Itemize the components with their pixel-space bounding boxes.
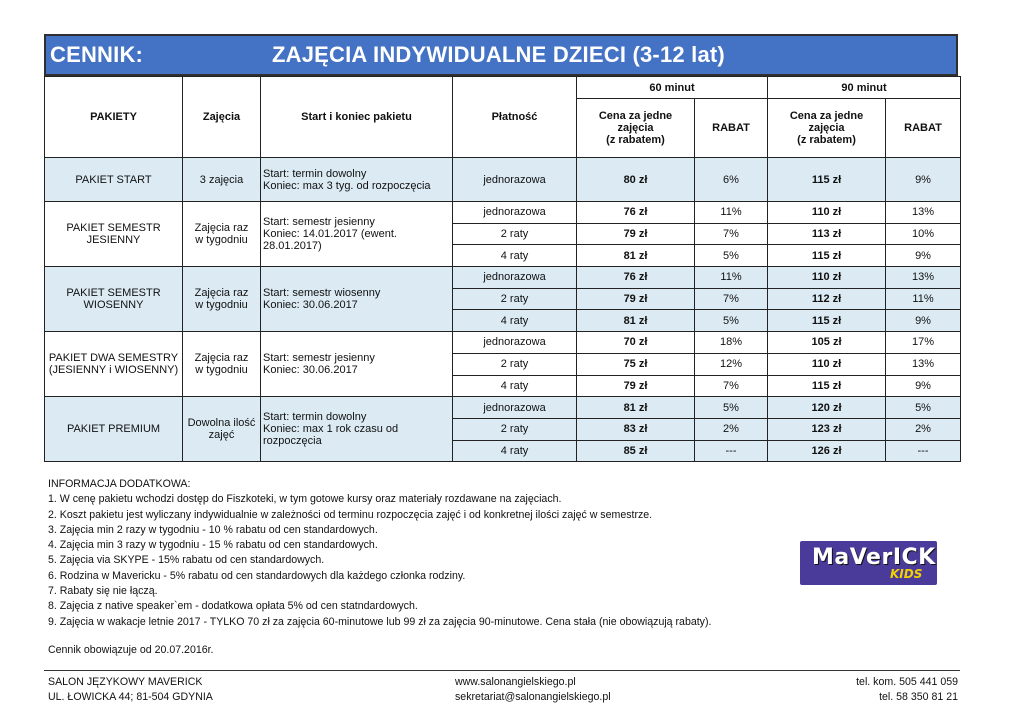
price-60-cell: 76 zł — [577, 202, 695, 224]
page-title: ZAJĘCIA INDYWIDUALNE DZIECI (3-12 lat) — [272, 42, 725, 67]
package-name-cell: PAKIET SEMESTR WIOSENNY — [45, 267, 183, 332]
price-60-cell: 79 zł — [577, 375, 695, 397]
rabat-60-cell: 5% — [695, 310, 768, 332]
price-table — [44, 76, 961, 462]
price-60-cell: 81 zł — [577, 397, 695, 419]
price-table-body — [45, 158, 961, 462]
price-60-cell: 76 zł — [577, 267, 695, 289]
rabat-60-cell: 5% — [695, 397, 768, 419]
table-row — [45, 158, 961, 202]
sessions-cell: Zajęcia raz w tygodniu — [183, 267, 261, 332]
payment-cell: jednorazowa — [453, 397, 577, 419]
price-60-cell: 79 zł — [577, 288, 695, 310]
price-90-cell: 115 zł — [768, 310, 886, 332]
rabat-60-cell: 7% — [695, 223, 768, 245]
rabat-90-cell: 13% — [886, 267, 961, 289]
rabat-90-cell: --- — [886, 440, 961, 462]
rabat-90-cell: 5% — [886, 397, 961, 419]
price-60-cell: 81 zł — [577, 310, 695, 332]
price-90-cell: 115 zł — [768, 158, 886, 202]
payment-cell: 2 raty — [453, 223, 577, 245]
payment-cell: 2 raty — [453, 418, 577, 440]
price-90-cell: 120 zł — [768, 397, 886, 419]
info-item: 3. Zajęcia min 2 razy w tygodniu - 10 % rabatu od cen standardowych. — [48, 523, 378, 536]
price-90-cell: 115 zł — [768, 375, 886, 397]
package-name-cell: PAKIET SEMESTR JESIENNY — [45, 202, 183, 267]
start-end-cell: Start: termin dowolny Koniec: max 1 rok czasu od rozpoczęcia — [261, 397, 453, 462]
rabat-90-cell: 11% — [886, 288, 961, 310]
sessions-cell: Dowolna ilość zajęć — [183, 397, 261, 462]
sessions-cell: 3 zajęcia — [183, 158, 261, 202]
payment-cell: jednorazowa — [453, 332, 577, 354]
price-60-cell: 81 zł — [577, 245, 695, 267]
package-name-cell: PAKIET START — [45, 158, 183, 202]
start-end-cell: Start: semestr wiosenny Koniec: 30.06.2017 — [261, 267, 453, 332]
info-item: 4. Zajęcia min 3 razy w tygodniu - 15 % rabatu od cen standardowych. — [48, 539, 378, 552]
payment-cell: 4 raty — [453, 375, 577, 397]
info-item: 7. Rabaty się nie łączą. — [48, 585, 158, 598]
header-platnosc: Płatność — [453, 77, 577, 158]
price-90-cell: 110 zł — [768, 267, 886, 289]
payment-cell: jednorazowa — [453, 267, 577, 289]
footer-mobile: tel. kom. 505 441 059 — [856, 676, 958, 688]
header-zajecia: Zajęcia — [183, 77, 261, 158]
rabat-60-cell: 6% — [695, 158, 768, 202]
table-row — [45, 202, 961, 224]
price-60-cell: 75 zł — [577, 353, 695, 375]
info-item: 5. Zajęcia via SKYPE - 15% rabatu od cen standardowych. — [48, 554, 325, 567]
info-item: 2. Koszt pakietu jest wyliczany indywidualnie w zależności od terminu rozpoczęcia zajęć i od konkretnej ilości zajęć w semestrze. — [48, 508, 653, 521]
info-item: 6. Rodzina w Mavericku - 5% rabatu od cen standardowych dla każdego członka rodziny. — [48, 569, 466, 582]
payment-cell: 4 raty — [453, 245, 577, 267]
footer-website[interactable]: www.salonangielskiego.pl — [455, 676, 576, 688]
price-90-cell: 115 zł — [768, 245, 886, 267]
footer-phones — [856, 675, 958, 705]
price-90-cell: 126 zł — [768, 440, 886, 462]
header-90-minut: 90 minut — [768, 77, 961, 99]
price-90-cell: 105 zł — [768, 332, 886, 354]
footer-address — [48, 675, 213, 705]
price-90-cell: 110 zł — [768, 353, 886, 375]
footer-phone: tel. 58 350 81 21 — [879, 691, 958, 703]
additional-info — [48, 477, 711, 630]
header-rabat-60: RABAT — [695, 99, 768, 158]
footer-street: UL. ŁOWICKA 44; 81-504 GDYNIA — [48, 691, 213, 703]
rabat-60-cell: 12% — [695, 353, 768, 375]
payment-cell: 2 raty — [453, 288, 577, 310]
payment-cell: jednorazowa — [453, 158, 577, 202]
sessions-cell: Zajęcia raz w tygodniu — [183, 332, 261, 397]
header-cena-60: Cena za jedne zajęcia (z rabatem) — [577, 99, 695, 158]
package-name-cell: PAKIET DWA SEMESTRY (JESIENNY i WIOSENNY) — [45, 332, 183, 397]
price-90-cell: 123 zł — [768, 418, 886, 440]
payment-cell: 4 raty — [453, 440, 577, 462]
footer — [44, 670, 960, 703]
rabat-60-cell: 18% — [695, 332, 768, 354]
footer-company: SALON JĘZYKOWY MAVERICK — [48, 676, 203, 688]
payment-cell: 2 raty — [453, 353, 577, 375]
rabat-90-cell: 13% — [886, 202, 961, 224]
price-60-cell: 79 zł — [577, 223, 695, 245]
start-end-cell: Start: semestr jesienny Koniec: 30.06.2017 — [261, 332, 453, 397]
rabat-90-cell: 17% — [886, 332, 961, 354]
table-row — [45, 397, 961, 419]
rabat-90-cell: 9% — [886, 310, 961, 332]
rabat-90-cell: 9% — [886, 375, 961, 397]
rabat-60-cell: --- — [695, 440, 768, 462]
price-60-cell: 80 zł — [577, 158, 695, 202]
price-90-cell: 113 zł — [768, 223, 886, 245]
price-60-cell: 70 zł — [577, 332, 695, 354]
rabat-60-cell: 2% — [695, 418, 768, 440]
rabat-60-cell: 11% — [695, 267, 768, 289]
header-60-minut: 60 minut — [577, 77, 768, 99]
start-end-cell: Start: termin dowolny Koniec: max 3 tyg. od rozpoczęcia — [261, 158, 453, 202]
price-90-cell: 112 zł — [768, 288, 886, 310]
table-row — [45, 332, 961, 354]
rabat-60-cell: 7% — [695, 375, 768, 397]
rabat-90-cell: 9% — [886, 158, 961, 202]
rabat-60-cell: 11% — [695, 202, 768, 224]
rabat-60-cell: 5% — [695, 245, 768, 267]
price-90-cell: 110 zł — [768, 202, 886, 224]
info-item: 1. W cenę pakietu wchodzi dostęp do Fiszkoteki, w tym gotowe kursy oraz materiały rozdawane na zajęciach. — [48, 493, 562, 506]
sessions-cell: Zajęcia raz w tygodniu — [183, 202, 261, 267]
rabat-90-cell: 10% — [886, 223, 961, 245]
rabat-60-cell: 7% — [695, 288, 768, 310]
rabat-90-cell: 2% — [886, 418, 961, 440]
logo-kids: KIDS — [890, 567, 923, 581]
validity-note: Cennik obowiązuje od 20.07.2016r. — [48, 644, 214, 656]
maverick-kids-logo — [800, 541, 937, 585]
payment-cell: jednorazowa — [453, 202, 577, 224]
header-start: Start i koniec pakietu — [261, 77, 453, 158]
cennik-label: CENNIK: — [50, 42, 144, 67]
header-rabat-90: RABAT — [886, 99, 961, 158]
price-60-cell: 85 zł — [577, 440, 695, 462]
info-item: 9. Zajęcia w wakacje letnie 2017 - TYLKO 70 zł za zajęcia 60-minutowe lub 99 zł za zajęcia 90-minutowe. Cena stała (nie obowiązują rabaty). — [48, 615, 712, 628]
title-bar — [44, 34, 958, 76]
footer-web — [455, 675, 611, 705]
logo-wordmark: MaVerICK — [812, 545, 936, 570]
package-name-cell: PAKIET PREMIUM — [45, 397, 183, 462]
rabat-90-cell: 9% — [886, 245, 961, 267]
header-pakiety: PAKIETY — [45, 77, 183, 158]
rabat-90-cell: 13% — [886, 353, 961, 375]
info-heading: INFORMACJA DODATKOWA: — [48, 478, 191, 490]
footer-email[interactable]: sekretariat@salonangielskiego.pl — [455, 691, 611, 703]
header-cena-90: Cena za jedne zajęcia (z rabatem) — [768, 99, 886, 158]
table-row — [45, 267, 961, 289]
price-60-cell: 83 zł — [577, 418, 695, 440]
start-end-cell: Start: semestr jesienny Koniec: 14.01.2017 (ewent. 28.01.2017) — [261, 202, 453, 267]
payment-cell: 4 raty — [453, 310, 577, 332]
info-item: 8. Zajęcia z native speaker`em - dodatkowa opłata 5% od cen statndardowych. — [48, 600, 418, 613]
